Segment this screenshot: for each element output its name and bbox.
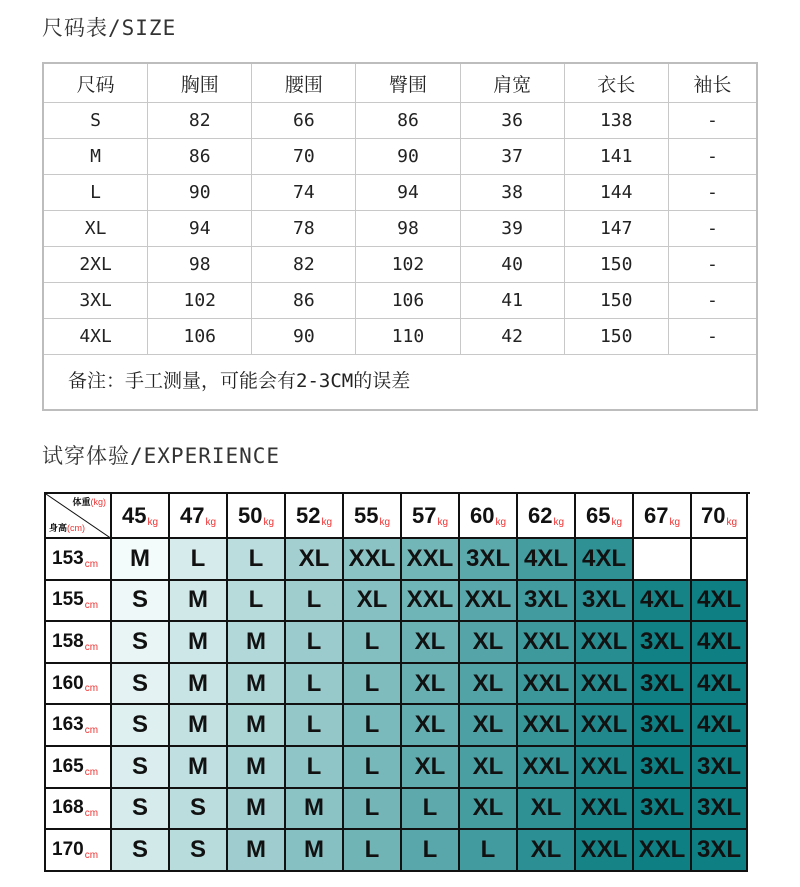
- size-table-cell: 70: [252, 139, 356, 175]
- size-recommendation-cell: 4XL: [692, 664, 748, 706]
- weight-unit: kg: [321, 517, 333, 528]
- size-recommendation-cell: 4XL: [518, 539, 576, 581]
- weight-unit: kg: [263, 517, 275, 528]
- size-table-cell: 144: [564, 175, 668, 211]
- weight-unit: kg: [437, 517, 449, 528]
- size-recommendation-cell: L: [344, 705, 402, 747]
- size-recommendation-cell: M: [170, 747, 228, 789]
- size-table-row: [44, 283, 756, 319]
- size-table-box: [42, 62, 758, 411]
- weight-header-cell: [286, 494, 344, 539]
- weight-value: 62: [527, 502, 553, 528]
- size-table-cell: 90: [148, 175, 252, 211]
- size-table-cell: 86: [252, 283, 356, 319]
- size-recommendation-cell: S: [170, 789, 228, 831]
- size-table-cell: 40: [460, 247, 564, 283]
- size-recommendation-cell: M: [170, 705, 228, 747]
- size-table-cell: 138: [564, 103, 668, 139]
- size-recommendation-cell: L: [344, 747, 402, 789]
- size-recommendation-cell: XL: [402, 747, 460, 789]
- corner-height-text: 身高: [49, 523, 68, 533]
- size-recommendation-cell: 4XL: [576, 539, 634, 581]
- size-table-cell: 98: [356, 211, 460, 247]
- size-table-row: [44, 247, 756, 283]
- height-value: 155: [52, 589, 84, 611]
- size-table-cell: -: [668, 211, 756, 247]
- weight-header-cell: [518, 494, 576, 539]
- height-value: 165: [52, 755, 84, 777]
- size-table-cell: 150: [564, 319, 668, 355]
- weight-value: 50: [237, 502, 263, 528]
- size-recommendation-cell: M: [228, 747, 286, 789]
- size-table-row: [44, 139, 756, 175]
- size-recommendation-cell: XXL: [518, 747, 576, 789]
- experience-section-title: 试穿体验/EXPERIENCE: [42, 444, 281, 468]
- corner-height-unit: (cm): [67, 523, 86, 533]
- size-recommendation-cell: S: [112, 664, 170, 706]
- height-unit: cm: [84, 683, 99, 695]
- size-table-cell: 110: [356, 319, 460, 355]
- size-recommendation-cell: XL: [460, 789, 518, 831]
- size-recommendation-cell: 3XL: [634, 664, 692, 706]
- size-recommendation-cell: 3XL: [634, 789, 692, 831]
- size-table-row: [44, 175, 756, 211]
- height-header-cell: [46, 622, 112, 664]
- size-recommendation-cell: 3XL: [634, 705, 692, 747]
- weight-header-cell: [228, 494, 286, 539]
- weight-value: 65: [585, 502, 611, 528]
- size-header-cell: 尺码: [44, 64, 148, 103]
- size-table-cell: 82: [148, 103, 252, 139]
- size-table-row: [44, 319, 756, 355]
- size-recommendation-cell: XL: [402, 664, 460, 706]
- size-table-body: [44, 103, 756, 355]
- size-recommendation-cell: XXL: [576, 789, 634, 831]
- height-unit: cm: [84, 558, 99, 570]
- size-table-cell: 106: [148, 319, 252, 355]
- size-table-cell: 82: [252, 247, 356, 283]
- size-recommendation-cell: L: [286, 622, 344, 664]
- size-table-cell: 141: [564, 139, 668, 175]
- size-recommendation-cell: XXL: [576, 705, 634, 747]
- size-header-cell: 腰围: [252, 64, 356, 103]
- height-value: 153: [52, 547, 84, 569]
- height-unit: cm: [84, 600, 99, 612]
- size-table-cell: 66: [252, 103, 356, 139]
- height-unit: cm: [84, 766, 99, 778]
- size-header-cell: 胸围: [148, 64, 252, 103]
- size-recommendation-cell: XL: [402, 705, 460, 747]
- weight-unit: kg: [379, 517, 391, 528]
- corner-weight-text: 体重: [72, 497, 91, 507]
- weight-unit: kg: [553, 517, 565, 528]
- size-table-cell: 4XL: [44, 319, 148, 355]
- experience-grid: [44, 492, 750, 872]
- size-recommendation-cell: XL: [518, 830, 576, 872]
- size-recommendation-cell: XXL: [344, 539, 402, 581]
- size-header-cell: 袖长: [668, 64, 756, 103]
- size-recommendation-cell: XXL: [576, 747, 634, 789]
- size-recommendation-cell: 3XL: [692, 747, 748, 789]
- weight-value: 60: [469, 502, 495, 528]
- size-recommendation-cell: S: [170, 830, 228, 872]
- height-unit: cm: [84, 641, 99, 653]
- size-table-cell: 102: [356, 247, 460, 283]
- size-table-cell: 78: [252, 211, 356, 247]
- weight-unit: kg: [147, 517, 159, 528]
- size-table-cell: 106: [356, 283, 460, 319]
- size-recommendation-cell: XL: [460, 622, 518, 664]
- weight-value: 70: [700, 502, 726, 528]
- size-table-row: [44, 211, 756, 247]
- height-unit: cm: [84, 808, 99, 820]
- size-recommendation-cell: XL: [286, 539, 344, 581]
- size-table-cell: 38: [460, 175, 564, 211]
- size-table-cell: 90: [252, 319, 356, 355]
- size-recommendation-cell: XXL: [402, 539, 460, 581]
- grid-corner-cell: [46, 494, 112, 539]
- size-recommendation-cell: 3XL: [634, 622, 692, 664]
- weight-value: 67: [643, 502, 669, 528]
- size-recommendation-cell: XL: [402, 622, 460, 664]
- size-recommendation-cell: 3XL: [634, 747, 692, 789]
- size-recommendation-cell: L: [344, 830, 402, 872]
- size-recommendation-cell: XL: [460, 747, 518, 789]
- height-value: 168: [52, 797, 84, 819]
- weight-value: 45: [121, 502, 147, 528]
- size-table-header-row: [44, 64, 756, 103]
- size-recommendation-cell: XXL: [576, 830, 634, 872]
- size-recommendation-cell: XXL: [460, 581, 518, 623]
- size-table-cell: -: [668, 139, 756, 175]
- size-recommendation-cell: 3XL: [518, 581, 576, 623]
- size-recommendation-cell: XXL: [402, 581, 460, 623]
- size-table-cell: 102: [148, 283, 252, 319]
- height-unit: cm: [84, 724, 99, 736]
- size-header-cell: 肩宽: [460, 64, 564, 103]
- size-table-cell: 147: [564, 211, 668, 247]
- size-recommendation-cell: M: [170, 664, 228, 706]
- size-table-cell: 86: [148, 139, 252, 175]
- size-recommendation-cell: M: [228, 789, 286, 831]
- weight-header-cell: [112, 494, 170, 539]
- size-recommendation-cell: L: [286, 747, 344, 789]
- weight-unit: kg: [611, 517, 623, 528]
- weight-unit: kg: [495, 517, 507, 528]
- size-recommendation-cell: M: [170, 622, 228, 664]
- size-table-cell: L: [44, 175, 148, 211]
- size-recommendation-cell: 4XL: [692, 705, 748, 747]
- size-table-row: [44, 103, 756, 139]
- size-table-cell: 90: [356, 139, 460, 175]
- size-recommendation-cell: XXL: [518, 664, 576, 706]
- size-recommendation-cell: L: [460, 830, 518, 872]
- size-recommendation-cell: L: [344, 789, 402, 831]
- height-value: 163: [52, 714, 84, 736]
- height-header-cell: [46, 830, 112, 872]
- height-header-cell: [46, 581, 112, 623]
- size-recommendation-cell: S: [112, 830, 170, 872]
- size-table-cell: 150: [564, 283, 668, 319]
- size-recommendation-cell: M: [286, 830, 344, 872]
- size-recommendation-cell: XL: [460, 664, 518, 706]
- size-table-cell: 39: [460, 211, 564, 247]
- corner-height-label: [49, 521, 85, 534]
- height-header-cell: [46, 789, 112, 831]
- weight-header-cell: [170, 494, 228, 539]
- size-recommendation-cell: L: [286, 664, 344, 706]
- size-recommendation-cell: XXL: [518, 705, 576, 747]
- corner-weight-label: [72, 495, 106, 508]
- weight-unit: kg: [205, 517, 217, 528]
- size-table-cell: 3XL: [44, 283, 148, 319]
- size-recommendation-cell: L: [228, 539, 286, 581]
- weight-header-cell: [344, 494, 402, 539]
- size-recommendation-cell: M: [228, 830, 286, 872]
- height-value: 158: [52, 630, 84, 652]
- size-recommendation-cell: L: [402, 830, 460, 872]
- size-recommendation-cell: L: [344, 622, 402, 664]
- weight-unit: kg: [726, 517, 738, 528]
- size-recommendation-cell: XXL: [576, 664, 634, 706]
- size-recommendation-cell: S: [112, 747, 170, 789]
- size-recommendation-cell: XL: [460, 705, 518, 747]
- size-table-cell: 36: [460, 103, 564, 139]
- size-recommendation-cell: 3XL: [460, 539, 518, 581]
- size-table-cell: 41: [460, 283, 564, 319]
- size-recommendation-cell: S: [112, 622, 170, 664]
- weight-header-cell: [634, 494, 692, 539]
- weight-value: 47: [179, 502, 205, 528]
- height-value: 170: [52, 838, 84, 860]
- size-recommendation-cell: [634, 539, 692, 581]
- weight-header-cell: [460, 494, 518, 539]
- height-header-cell: [46, 664, 112, 706]
- size-table-cell: -: [668, 283, 756, 319]
- height-unit: cm: [84, 849, 99, 861]
- size-recommendation-cell: L: [228, 581, 286, 623]
- size-recommendation-cell: XL: [344, 581, 402, 623]
- size-table-cell: 94: [356, 175, 460, 211]
- size-recommendation-cell: L: [170, 539, 228, 581]
- size-recommendation-cell: 3XL: [576, 581, 634, 623]
- weight-unit: kg: [669, 517, 681, 528]
- weight-value: 52: [295, 502, 321, 528]
- size-recommendation-cell: XXL: [576, 622, 634, 664]
- size-table-cell: XL: [44, 211, 148, 247]
- size-recommendation-cell: XXL: [634, 830, 692, 872]
- size-recommendation-cell: [692, 539, 748, 581]
- weight-header-cell: [576, 494, 634, 539]
- size-recommendation-cell: L: [344, 664, 402, 706]
- size-table-cell: 2XL: [44, 247, 148, 283]
- height-header-cell: [46, 539, 112, 581]
- height-header-cell: [46, 705, 112, 747]
- size-table-cell: 94: [148, 211, 252, 247]
- size-table-cell: 98: [148, 247, 252, 283]
- size-recommendation-cell: S: [112, 705, 170, 747]
- size-table-cell: 86: [356, 103, 460, 139]
- height-value: 160: [52, 672, 84, 694]
- weight-header-cell: [402, 494, 460, 539]
- size-recommendation-cell: L: [286, 581, 344, 623]
- size-recommendation-cell: S: [112, 581, 170, 623]
- size-recommendation-cell: S: [112, 789, 170, 831]
- size-table-cell: M: [44, 139, 148, 175]
- size-note: 备注：手工测量，可能会有2-3CM的误差: [68, 370, 411, 392]
- size-table-cell: 42: [460, 319, 564, 355]
- size-header-cell: 衣长: [564, 64, 668, 103]
- size-table: [44, 64, 756, 355]
- corner-weight-unit: (kg): [90, 497, 106, 507]
- size-table-cell: 74: [252, 175, 356, 211]
- size-table-cell: -: [668, 175, 756, 211]
- size-recommendation-cell: M: [170, 581, 228, 623]
- size-recommendation-cell: M: [286, 789, 344, 831]
- size-recommendation-cell: L: [286, 705, 344, 747]
- size-recommendation-cell: XL: [518, 789, 576, 831]
- size-section-title: 尺码表/SIZE: [42, 16, 177, 40]
- height-header-cell: [46, 747, 112, 789]
- size-recommendation-cell: 3XL: [692, 789, 748, 831]
- size-header-cell: 臀围: [356, 64, 460, 103]
- size-recommendation-cell: 3XL: [692, 830, 748, 872]
- size-table-cell: -: [668, 247, 756, 283]
- size-recommendation-cell: XXL: [518, 622, 576, 664]
- weight-value: 57: [411, 502, 437, 528]
- size-recommendation-cell: M: [228, 705, 286, 747]
- size-table-cell: S: [44, 103, 148, 139]
- weight-value: 55: [353, 502, 379, 528]
- weight-header-cell: [692, 494, 748, 539]
- size-recommendation-cell: M: [228, 664, 286, 706]
- size-recommendation-cell: M: [228, 622, 286, 664]
- size-table-cell: -: [668, 319, 756, 355]
- size-table-cell: -: [668, 103, 756, 139]
- size-recommendation-cell: 4XL: [692, 581, 748, 623]
- size-recommendation-cell: L: [402, 789, 460, 831]
- size-recommendation-cell: 4XL: [692, 622, 748, 664]
- size-table-cell: 150: [564, 247, 668, 283]
- size-recommendation-cell: 4XL: [634, 581, 692, 623]
- size-table-cell: 37: [460, 139, 564, 175]
- size-recommendation-cell: M: [112, 539, 170, 581]
